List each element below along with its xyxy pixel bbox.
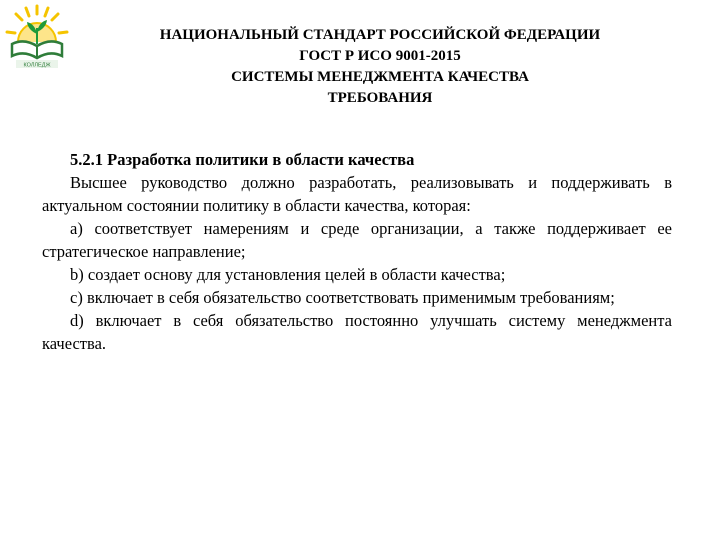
document-header <box>110 25 650 109</box>
intro-paragraph: Высшее руководство должно разработать, реализовывать и поддерживать в актуальном состоянии политику в области качества, которая: <box>42 173 672 215</box>
list-item-b: b) создает основу для установления целей в области качества; <box>70 265 506 284</box>
section-heading: 5.2.1 Разработка политики в области качества <box>70 150 415 169</box>
header-line-gost: ГОСТ Р ИСО 9001-2015 <box>299 48 461 64</box>
education-logo-icon <box>2 2 72 72</box>
header-line-systems: СИСТЕМЫ МЕНЕДЖМЕНТА КАЧЕСТВА <box>231 69 529 85</box>
list-item-c: c) включает в себя обязательство соответствовать применимым требованиям; <box>70 288 615 307</box>
header-line-requirements: ТРЕБОВАНИЯ <box>327 90 433 106</box>
list-item-d: d) включает в себя обязательство постоянно улучшать систему менеджмента качества. <box>42 311 672 353</box>
document-body <box>42 148 672 355</box>
header-line-standard: НАЦИОНАЛЬНЫЙ СТАНДАРТ РОССИЙСКОЙ ФЕДЕРАЦИИ <box>159 27 601 43</box>
list-item-a: a) соответствует намерениям и среде организации, а также поддерживает ее стратегическое направление; <box>42 219 672 261</box>
logo-text: КОЛЛЕДЖ <box>23 62 51 69</box>
logo-graphic <box>2 2 72 72</box>
